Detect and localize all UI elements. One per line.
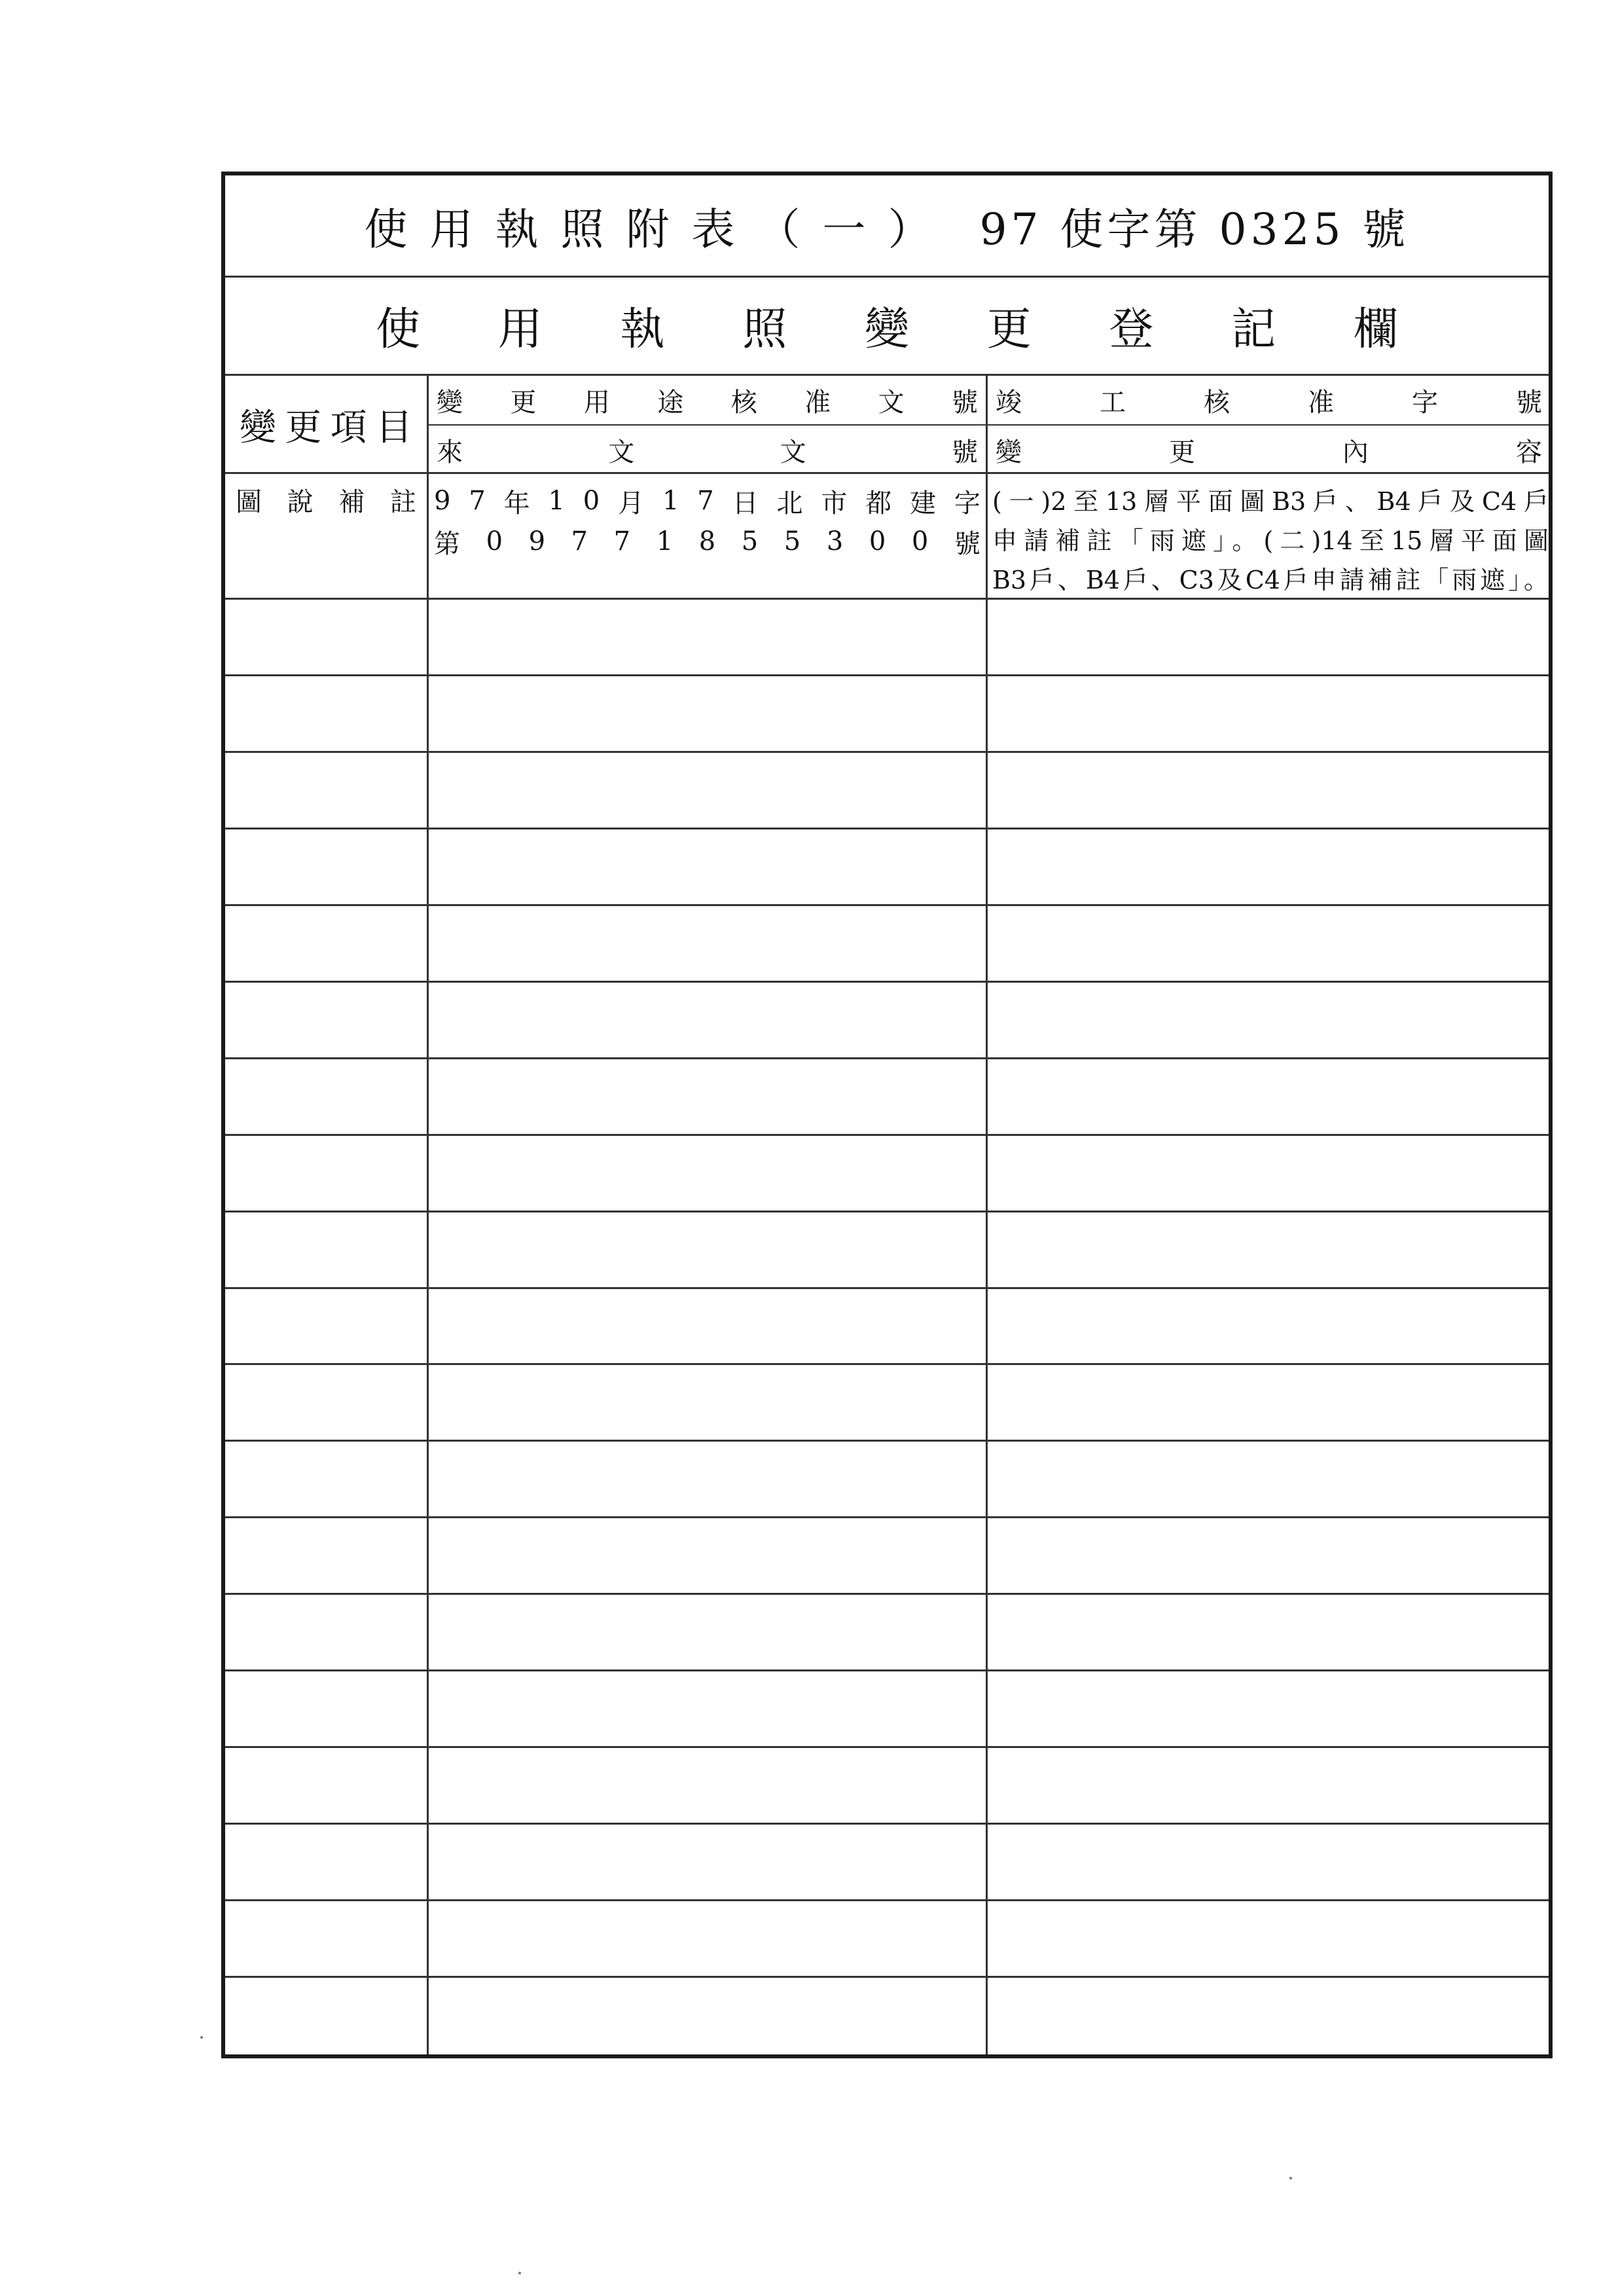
table-row (225, 1365, 1549, 1442)
section-title-row (225, 278, 1549, 376)
table-row (225, 676, 1549, 753)
table-row (225, 829, 1549, 906)
column-divider-2 (986, 376, 988, 2054)
table-row (225, 1136, 1549, 1212)
entry-change-content (992, 482, 1549, 600)
section-title: 使 用 執 照 變 更 登 記 欄 (376, 304, 1398, 355)
table-row (225, 1212, 1549, 1289)
entry-content-line3: B3戶、B4戶、C3及C4戶申請補註「雨遮」。 (992, 566, 1549, 594)
header-approval-doc-number: 變 更 用 途 核 准 文 號 (437, 387, 978, 418)
header-change-item: 變 更 項 目 (240, 407, 412, 449)
header-incoming-doc-number: 來 文 文 號 (437, 437, 978, 467)
table-row (225, 1059, 1549, 1136)
table-row (225, 1825, 1549, 1901)
column-header-block (225, 376, 1549, 474)
entry-content-line2: 申請補註「雨遮」。(二)14至15層平面圖 (992, 526, 1549, 555)
table-row (225, 1289, 1549, 1366)
header-completion-approval-number: 竣 工 核 准 字 號 (996, 387, 1542, 418)
entry-doc-number-line2: 第 0 9 7 7 1 8 5 5 3 0 0 號 (434, 526, 980, 559)
form-title: 使用執照附表（一） (364, 204, 954, 255)
scan-speck (518, 2272, 521, 2274)
entry-doc-number-line1: 9 7 年 1 0 月 1 7 日 北 市 都 建 字 (434, 486, 980, 519)
table-row (225, 983, 1549, 1059)
scan-speck (200, 2036, 203, 2039)
entry-content-line1: (一)2至13層平面圖B3戶、B4戶及C4戶 (992, 487, 1549, 516)
table-row (225, 474, 1549, 600)
table-row (225, 600, 1549, 676)
table-row (225, 1901, 1549, 1978)
header-change-content: 變 更 內 容 (996, 437, 1542, 467)
form-title-row (225, 175, 1549, 278)
table-row (225, 1518, 1549, 1595)
table-row (225, 1442, 1549, 1518)
scan-speck (1289, 2177, 1292, 2179)
table-row (225, 1748, 1549, 1825)
table-row (225, 753, 1549, 829)
registration-form-frame (221, 172, 1553, 2058)
license-number: 97 使字第 0325 號 (979, 204, 1410, 255)
column-divider-1 (427, 376, 429, 2054)
table-row (225, 1595, 1549, 1671)
table-row (225, 906, 1549, 983)
table-row (225, 1978, 1549, 2054)
entry-change-item: 圖 說 補 註 (236, 486, 416, 517)
table-row (225, 1671, 1549, 1748)
